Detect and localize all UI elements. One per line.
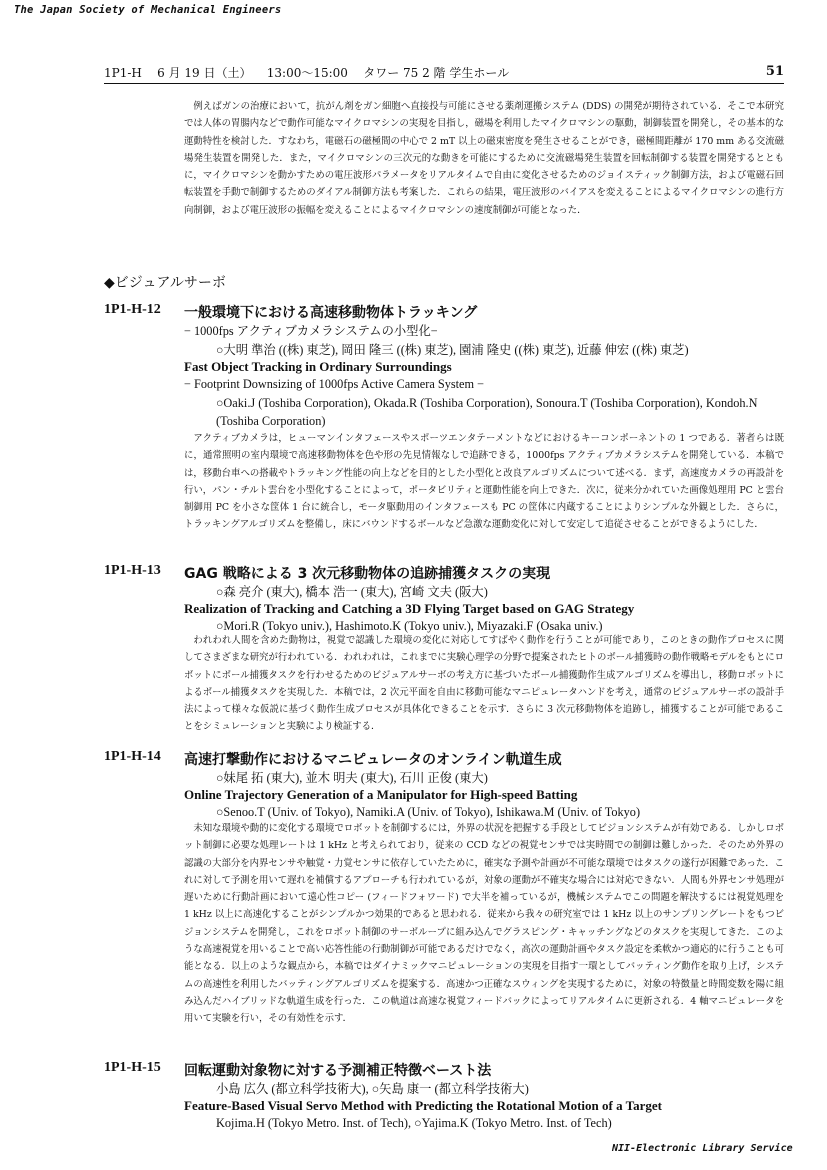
entry-abstract: アクティブカメラは，ヒューマンインタフェースやスポーツエンタテーメントなどにおけるキーコンポーネントの 1 つである．著者らは既に，通常照明の室内環境で高速移動物体を色や形の先見情報なしで追跡できる，1000fps アクティブカメラシステムを開発している．本稿では，移動台車への搭載やトラッキング性能の向上などを目的とした小型化と改良アルゴリズムについて述べる．まず，高速度カメラの再設計を行い，パン・チルト雲台を小型化することによって，ポータビリティと運動性能を向上できた．次に，従来分かれていた画像処理用 PC と雲台制御用 PC を小さな筐体 1 台に統合し，モータ駆動用のインタフェースも PC の筐体に内蔵することによりシンプルな外観とした．さらに，トラッキングアルゴリズムを整備し，床にバウンドするボールなど急激な運動変化に対して安定して追従させることができるようにした． <box>184 433 784 531</box>
footer-credit: NII-Electronic Library Service <box>612 1143 793 1154</box>
entry-authors-en: Kojima.H (Tokyo Metro. Inst. of Tech), ○Yajima.K (Tokyo Metro. Inst. of Tech) <box>216 1116 612 1130</box>
entry-authors-ja: ○妹尾 拓 (東大), 並木 明夫 (東大), 石川 正俊 (東大) <box>216 771 488 785</box>
entry-title-ja: 高速打撃動作におけるマニピュレータのオンライン軌道生成 <box>184 752 562 768</box>
entry-title-en: Fast Object Tracking in Ordinary Surroundings <box>184 359 452 374</box>
entry-authors-en: ○Oaki.J (Toshiba Corporation), Okada.R (Toshiba Corporation), Sonoura.T (Toshiba Corporation), Kondoh.N (Toshiba Corporation) <box>216 396 758 428</box>
entry-title-ja: 一般環境下における高速移動物体トラッキング <box>184 305 478 321</box>
session-time: 13:00〜15:00 <box>266 66 348 80</box>
entry-title-ja: 回転運動対象物に対する予測補正特徴ベースト法 <box>184 1063 492 1079</box>
entry-code: 1P1-H-12 <box>104 302 161 317</box>
entry-title-en: Feature-Based Visual Servo Method with Predicting the Rotational Motion of a Target <box>184 1098 662 1113</box>
session-code: 1P1-H <box>104 66 142 80</box>
section-title: ◆ビジュアルサーボ <box>104 275 226 291</box>
page-header <box>104 64 784 84</box>
entry-abstract: われわれ人間を含めた動物は，視覚で認識した環境の変化に対応してすばやく動作を行うことが可能であり，このときの動作プロセスに関してさまざまな研究が行われている．われわれは，これまでに実験心理学の分野で提案されたヒトのボール捕獲時の動作戦略モデルをもとにロボットにボール捕獲タスクを行わせるためのビジュアルサーボの考え方に基づいたボール捕獲動作生成アルゴリズムを導出し，移動ロボットによるボール捕獲タスクを実現した．本稿では，2 次元平面を自由に移動可能なマニピュレータハンドを考え，通常のビジュアルサーボの設計手法によって様々な仮説に基づく動作生成プロセスが具体化できることを示す．さらに 3 次元移動物体を追跡し，捕獲することが可能であることをシミュレーションと実験により検証する． <box>184 635 784 733</box>
entry-authors-ja: 小島 広久 (都立科学技術大), ○矢島 康一 (都立科学技術大) <box>216 1082 529 1096</box>
session-date: 6 月 19 日（土） <box>157 66 252 80</box>
entry-title-en: Realization of Tracking and Catching a 3D Flying Target based on GAG Strategy <box>184 601 635 616</box>
entry-authors-en: ○Senoo.T (Univ. of Tokyo), Namiki.A (Univ. of Tokyo), Ishikawa.M (Univ. of Tokyo) <box>216 805 641 819</box>
entry-title-ja: GAG 戦略による 3 次元移動物体の追跡捕獲タスクの実現 <box>184 566 551 582</box>
society-banner: The Japan Society of Mechanical Engineers <box>14 4 282 16</box>
entry-authors-ja: ○大明 準治 ((株) 東芝), 岡田 隆三 ((株) 東芝), 園浦 隆史 ((株) 東芝), 近藤 伸宏 ((株) 東芝) <box>216 343 689 357</box>
page-number: 51 <box>765 64 784 79</box>
entry-code: 1P1-H-14 <box>104 749 161 764</box>
entry-authors-ja: ○森 亮介 (東大), 橋本 浩一 (東大), 宮崎 文夫 (阪大) <box>216 585 488 599</box>
entry-subtitle-en: − Footprint Downsizing of 1000fps Active Camera System − <box>184 377 485 391</box>
entry-code: 1P1-H-13 <box>104 563 161 578</box>
intro-abstract: 例えばガンの治療において，抗がん剤をガン細胞へ直接投与可能にさせる薬剤運搬システム (DDS) の開発が期待されている．そこで本研究では人体の胃腸内などで動作可能なマイクロマシンの実現を目指し，磁場を利用したマイクロマシンの駆動，制御装置を開発し，その基本的な運動特性を検討した．すなわち，電磁石の磁極間の中心で 2 mT 以上の磁束密度を発生させることができ，磁極間距離が 170 mm ある交流磁場発生装置を開発した．また，マイクロマシンの三次元的な動きを可能にするために交流磁場発生装置を回転制御する装置を開発するとともに，マイクロマシンを動かすための電圧波形パラメータをリアルタイムで自由に変化させるためのジョイスティック制御方法，および電磁石回転装置を手動で制御するためのダイアル制御方法も考案した．これらの結果，電圧波形のバイアスを変えることによるマイクロマシンの進行方向制御，および電圧波形の振幅を変えることによるマイクロマシンの速度制御が可能となった． <box>184 101 784 216</box>
entry-authors-en: ○Mori.R (Tokyo univ.), Hashimoto.K (Tokyo univ.), Miyazaki.F (Osaka univ.) <box>216 619 603 633</box>
entry-code: 1P1-H-15 <box>104 1060 161 1075</box>
entry-subtitle-ja: − 1000fps アクティブカメラシステムの小型化− <box>184 324 438 338</box>
entry-title-en: Online Trajectory Generation of a Manipulator for High-speed Batting <box>184 787 578 802</box>
session-venue: タワー 75 2 階 学生ホール <box>363 66 510 80</box>
entry-abstract: 未知な環境や動的に変化する環境でロボットを制御するには，外界の状況を把握する手段としてビジョンシステムが有効である．しかしロボット制御に必要な処理レートは 1 kHz と考えられており，従来の CCD などの視覚センサでは実時間での制御は難しかった．そのため外界の認識の大部分を内界センサや触覚・力覚センサに依存していたために，確実な予測や計画が不可能な環境ではタスクの遂行が困難であった．これに対して予測を用いて遅れを補償するアプローチも行われているが，対象の運動が不確実な場合には対応できない．人間も外界センサ処理が遅いために行動計画において遠心性コピー (フィードフォワード) で大半を補っているが，機械システムでこの問題を解決するには視覚処理を 1 kHz 以上に高速化することがシンプルかつ効果的であると思われる．従来から我々の研究室では 1 kHz 以上のサンプリングレートをもつビジョンシステムを開発し，これをロボット制御のサーボループに組み込んでグラスピング・キャッチングなどのタスクを実現してきた．このような高速視覚を用いることで高い応答性能の行動制御が可能であるだけでなく，高次の運動計画やタスク設定を柔軟かつ適応的に行うことも可能となる．以上のような観点から，本稿ではダイナミックマニピュレーションの実現を目指す一環としてバッティング動作を取り上げ，システムの高速性を利用したバッティングアルゴリズムを提案する．高速かつ正確なスウィングを実現するために，対象の特徴量と時間変数を陽に組み込んだハイブリッドな軌道生成を行った．この軌道は高速な視覚フィードバックによってリアルタイムに更新される．4 軸マニピュレータを用いて実験を行い，その有効性を示す． <box>184 823 785 1025</box>
